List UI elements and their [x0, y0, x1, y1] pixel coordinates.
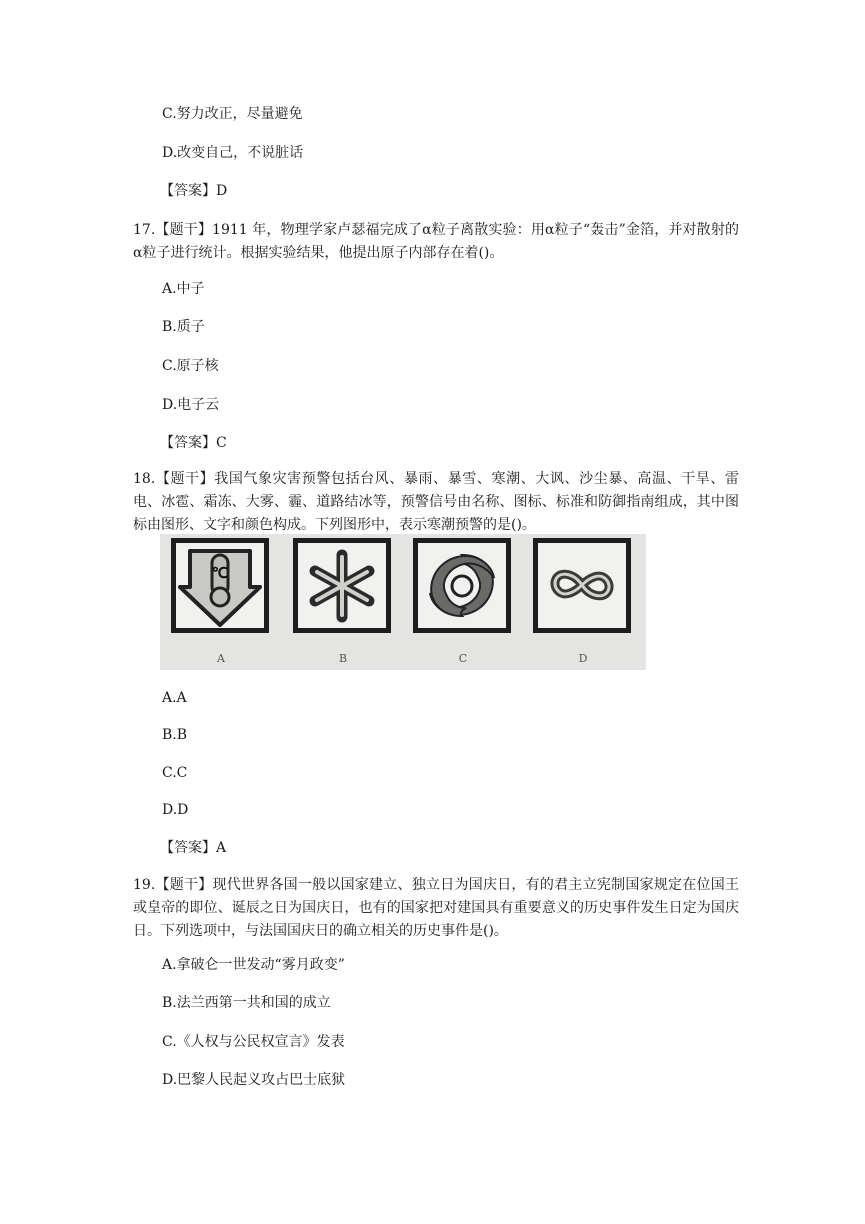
thermometer-arrow-icon — [176, 543, 264, 628]
infinity-icon — [538, 543, 626, 628]
typhoon-sign — [413, 538, 511, 633]
q18-option-d: D.D — [162, 802, 189, 818]
haze-sign — [533, 538, 631, 633]
q16-answer: 【答案】D — [160, 183, 228, 199]
q16-option-d: D.改变自己，不说脏话 — [162, 145, 304, 161]
q18-stem: 18.【题干】我国气象灾害预警包括台风、暴雨、暴雪、寒潮、大讽、沙尘暴、高温、干旱、雷电、冰雹、霜冻、大雾、霾、道路结冰等，预警信号由名称、图标、标准和防御指南组成，其中图标由图形、文字和颜色构成。下列图形中，表示寒潮预警的是()。 — [133, 471, 739, 533]
cold-wave-sign — [171, 538, 269, 633]
q17-option-b: B.质子 — [162, 319, 205, 335]
q17-stem: 17.【题干】1911 年，物理学家卢瑟福完成了α粒子离散实验：用α粒子“轰击”金箔，并对散射的α粒子进行统计。根据实验结果，他提出原子内部存在着()。 — [133, 222, 739, 261]
warning-signs-figure — [160, 534, 646, 670]
typhoon-icon — [418, 543, 506, 628]
q17-option-a: A.中子 — [162, 281, 205, 297]
q19-option-a: A.拿破仑一世发动“雾月政变” — [162, 957, 345, 973]
q16-option-c: C.努力改正，尽量避免 — [162, 106, 303, 122]
q19-option-d: D.巴黎人民起义攻占巴士底狱 — [162, 1072, 346, 1088]
q18-option-a: A.A — [162, 690, 187, 706]
figure-label-b: B — [338, 652, 348, 665]
q17-option-d: D.电子云 — [162, 397, 220, 413]
figure-label-a: A — [217, 652, 225, 665]
degree-celsius-text: ℃ — [211, 565, 229, 582]
q17-answer: 【答案】C — [160, 435, 227, 451]
q18-answer: 【答案】A — [160, 840, 227, 856]
q19-option-c: C.《人权与公民权宣言》发表 — [162, 1034, 345, 1050]
q19-option-b: B.法兰西第一共和国的成立 — [162, 995, 331, 1011]
figure-label-c: C — [458, 652, 468, 665]
q18-option-b: B.B — [162, 727, 188, 743]
snowflake-icon — [298, 543, 386, 628]
figure-label-d: D — [578, 652, 588, 665]
q19-stem: 19.【题干】现代世界各国一般以国家建立、独立日为国庆日，有的君主立宪制国家规定在位国王或皇帝的即位、诞辰之日为国庆日，也有的国家把对建国具有重要意义的历史事件发生日定为国庆日。下列选项中，与法国国庆日的确立相关的历史事件是()。 — [133, 877, 739, 939]
q18-option-c: C.C — [162, 765, 188, 781]
q17-option-c: C.原子核 — [162, 358, 219, 374]
snowstorm-sign — [293, 538, 391, 633]
